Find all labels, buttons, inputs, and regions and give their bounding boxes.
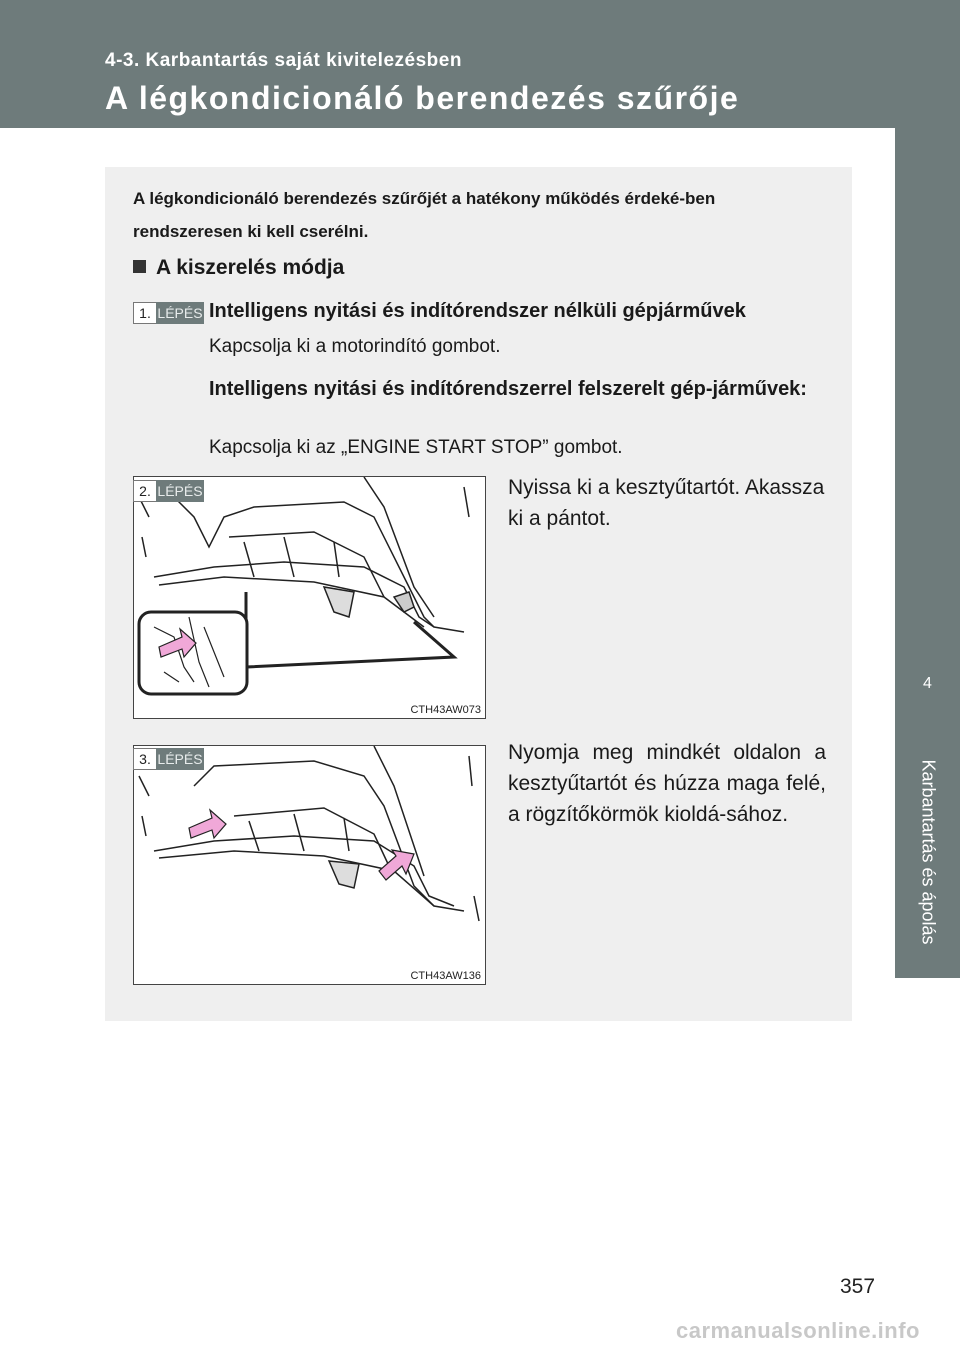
step-label: LÉPÉS <box>156 302 204 324</box>
step-3-badge <box>133 748 204 770</box>
step-number: 2. <box>133 480 156 502</box>
step-number: 3. <box>133 748 156 770</box>
step-2-text: Nyissa ki a kesztyűtartót. Akassza ki a pántot. <box>508 476 825 530</box>
page-header <box>0 0 960 128</box>
figure-code: CTH43AW136 <box>410 970 481 982</box>
section-title: 4-3. Karbantartás saját kivitelezésben <box>105 50 462 71</box>
page-number: 357 <box>840 1275 876 1298</box>
step-1-text-2: Kapcsolja ki az „ENGINE START STOP” gombot. <box>209 437 623 458</box>
square-bullet-icon <box>133 260 146 273</box>
step-label: LÉPÉS <box>156 748 204 770</box>
step-1-text: Kapcsolja ki a motorindító gombot. <box>209 336 501 357</box>
glovebox-open-illustration <box>134 477 487 720</box>
step-3-text: Nyomja meg mindkét oldalon a kesztyűtartót és húzza maga felé, a rögzítőkörmök kioldá-sához. <box>508 741 826 826</box>
step-3-figure <box>133 745 486 985</box>
chapter-label: Karbantartás és ápolás <box>918 759 939 945</box>
watermark: carmanualsonline.info <box>676 1318 920 1343</box>
step-number: 1. <box>133 302 156 324</box>
figure-code: CTH43AW073 <box>410 704 481 716</box>
left-pink-arrow-icon <box>189 810 226 838</box>
step-1-badge <box>133 302 204 324</box>
subsection-heading-text: A kiszerelés módja <box>156 256 345 279</box>
subsection-heading <box>133 256 344 280</box>
chapter-number: 4 <box>923 675 932 692</box>
intro-text: A légkondicionáló berendezés szűrőjét a hatékony működés érdeké-ben rendszeresen ki kell cserélni. <box>133 189 716 241</box>
step-2-figure <box>133 476 486 719</box>
step-1-heading-2: Intelligens nyitási és indítórendszerrel felszerelt gép-járművek: <box>209 378 807 400</box>
step-2-badge <box>133 480 204 502</box>
page-title: A légkondicionáló berendezés szűrője <box>105 80 740 116</box>
step-label: LÉPÉS <box>156 480 204 502</box>
glovebox-release-illustration <box>134 746 487 986</box>
step-1-heading: Intelligens nyitási és indítórendszer nélküli gépjárművek <box>209 300 746 322</box>
